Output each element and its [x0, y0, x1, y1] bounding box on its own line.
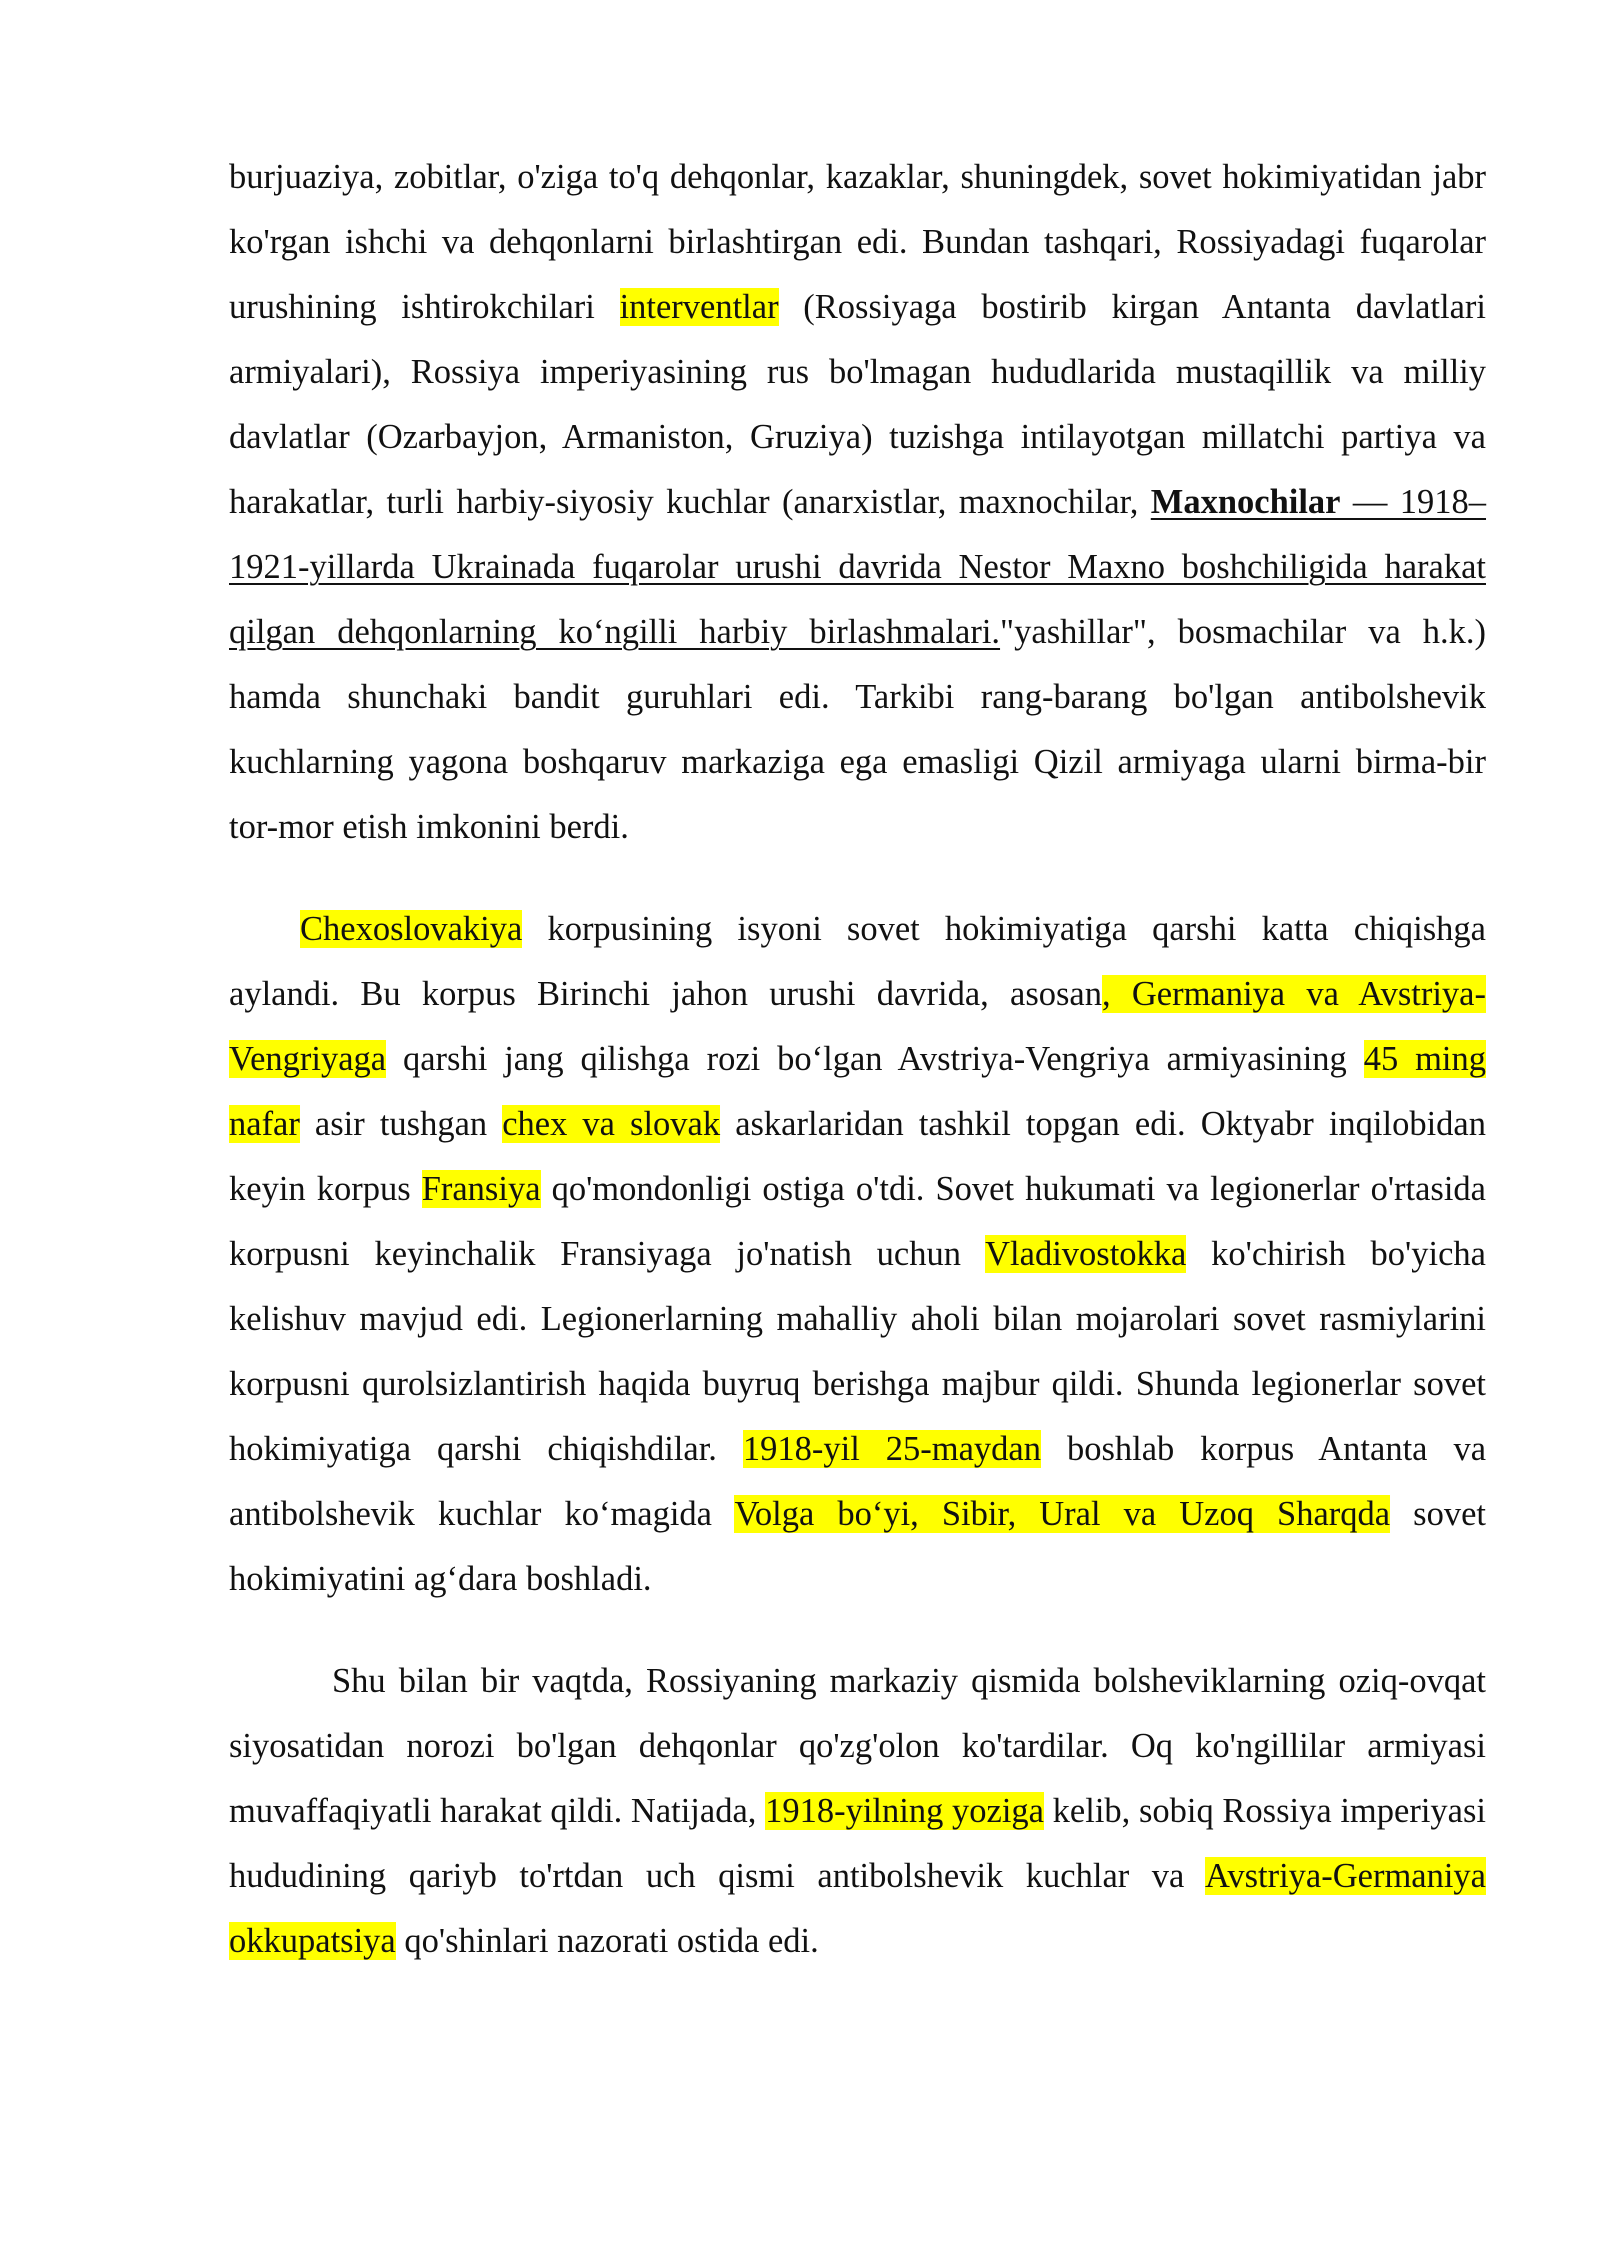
defined-term: Maxnochilar — [1150, 483, 1341, 521]
highlighted-term: chex va slovak — [502, 1105, 721, 1143]
text-run: kelib, sobiq Rossiya imperiyasi hududining qariyb to'rtdan uch qismi antibolshevik kuchlar va — [229, 1792, 1486, 1895]
text-run: (Rossiyaga bostirib kirgan Antanta davlatlari armiyalari), Rossiya imperiyasining rus bo'lmagan hududlarida mustaqillik va milliy davlatlar (Ozarbayjon, Armaniston, Gruziya) tuzishga intilayotgan millatchi partiya va harakatlar, turli harbiy-siyosiy kuchlar (anarxistlar, maxnochilar, — [229, 288, 1486, 521]
highlighted-term: Chexoslovakiya — [300, 910, 523, 948]
highlighted-term: , Germaniya va Avstriya-Vengriyaga — [229, 975, 1486, 1078]
highlighted-term: 1918-yilning yoziga — [765, 1792, 1044, 1830]
text-run: qo'mondonligi ostiga o'tdi. Sovet hukumati va legionerlar o'rtasida korpusni keyinchalik Fransiyaga jo'natish uchun — [229, 1170, 1486, 1273]
text-run: boshlab korpus Antanta va antibolshevik kuchlar koʻmagida — [229, 1430, 1487, 1533]
text-run: Shu bilan bir vaqtda, Rossiyaning markaziy qismida bolsheviklarning oziq-ovqat siyosatidan norozi bo'lgan dehqonlar qo'zg'olon ko'tardilar. Oq ko'ngillilar armiyasi muvaffaqiyatli harakat qildi. Natijada, — [229, 1662, 1486, 1830]
document-body — [229, 145, 1486, 1974]
text-run: korpusining isyoni sovet hokimiyatiga qarshi katta chiqishga aylandi. Bu korpus Birinchi jahon urushi davrida, asosan — [229, 910, 1486, 1013]
text-run: sovet hokimiyatini agʻdara boshladi. — [229, 1495, 1486, 1598]
text-run: qarshi jang qilishga rozi boʻlgan Avstriya-Vengriya armiyasining — [386, 1040, 1364, 1078]
paragraph-2 — [229, 897, 1486, 1612]
highlighted-term: Avstriya-Germaniya okkupatsiya — [229, 1857, 1486, 1960]
text-run: qo'shinlari nazorati ostida edi. — [395, 1922, 819, 1960]
definition-text: — 1918–1921-yillarda Ukrainada fuqarolar urushi davrida Nestor Maxno boshchiligida harakat qilgan dehqonlarning koʻngilli harbiy birlashmalari. — [229, 483, 1487, 651]
paragraph-1 — [229, 145, 1486, 860]
highlighted-term: Vladivostokka — [985, 1235, 1187, 1273]
paragraph-3 — [229, 1649, 1486, 1974]
highlighted-term: 45 ming nafar — [229, 1040, 1486, 1143]
text-run: burjuaziya, zobitlar, o'ziga to'q dehqonlar, kazaklar, shuningdek, sovet hokimiyatidan jabr ko'rgan ishchi va dehqonlarni birlashtirgan edi. Bundan tashqari, Rossiyadagi fuqarolar urushining ishtirokchilari — [229, 158, 1486, 326]
text-run: "yashillar", bosmachilar va h.k.) hamda shunchaki bandit guruhlari edi. Tarkibi rang-barang bo'lgan antibolshevik kuchlarning yagona boshqaruv markaziga ega emasligi Qizil armiyaga ularni birma-bir tor-mor etish imkonini berdi. — [229, 613, 1486, 846]
text-run: askarlaridan tashkil topgan edi. Oktyabr inqilobidan keyin korpus — [229, 1105, 1486, 1208]
highlighted-term: Volga boʻyi, Sibir, Ural va Uzoq Sharqda — [734, 1495, 1391, 1533]
text-run: ko'chirish bo'yicha kelishuv mavjud edi. Legionerlarning mahalliy aholi bilan mojarolari sovet rasmiylarini korpusni qurolsizlantirish haqida buyruq berishga majbur qildi. Shunda legionerlar sovet hokimiyatiga qarshi chiqishdilar. — [229, 1235, 1486, 1468]
highlighted-term: interventlar — [619, 288, 779, 326]
text-run: asir tushgan — [299, 1105, 503, 1143]
highlighted-term: 1918-yil 25-maydan — [742, 1430, 1041, 1468]
highlighted-term: Fransiya — [421, 1170, 541, 1208]
